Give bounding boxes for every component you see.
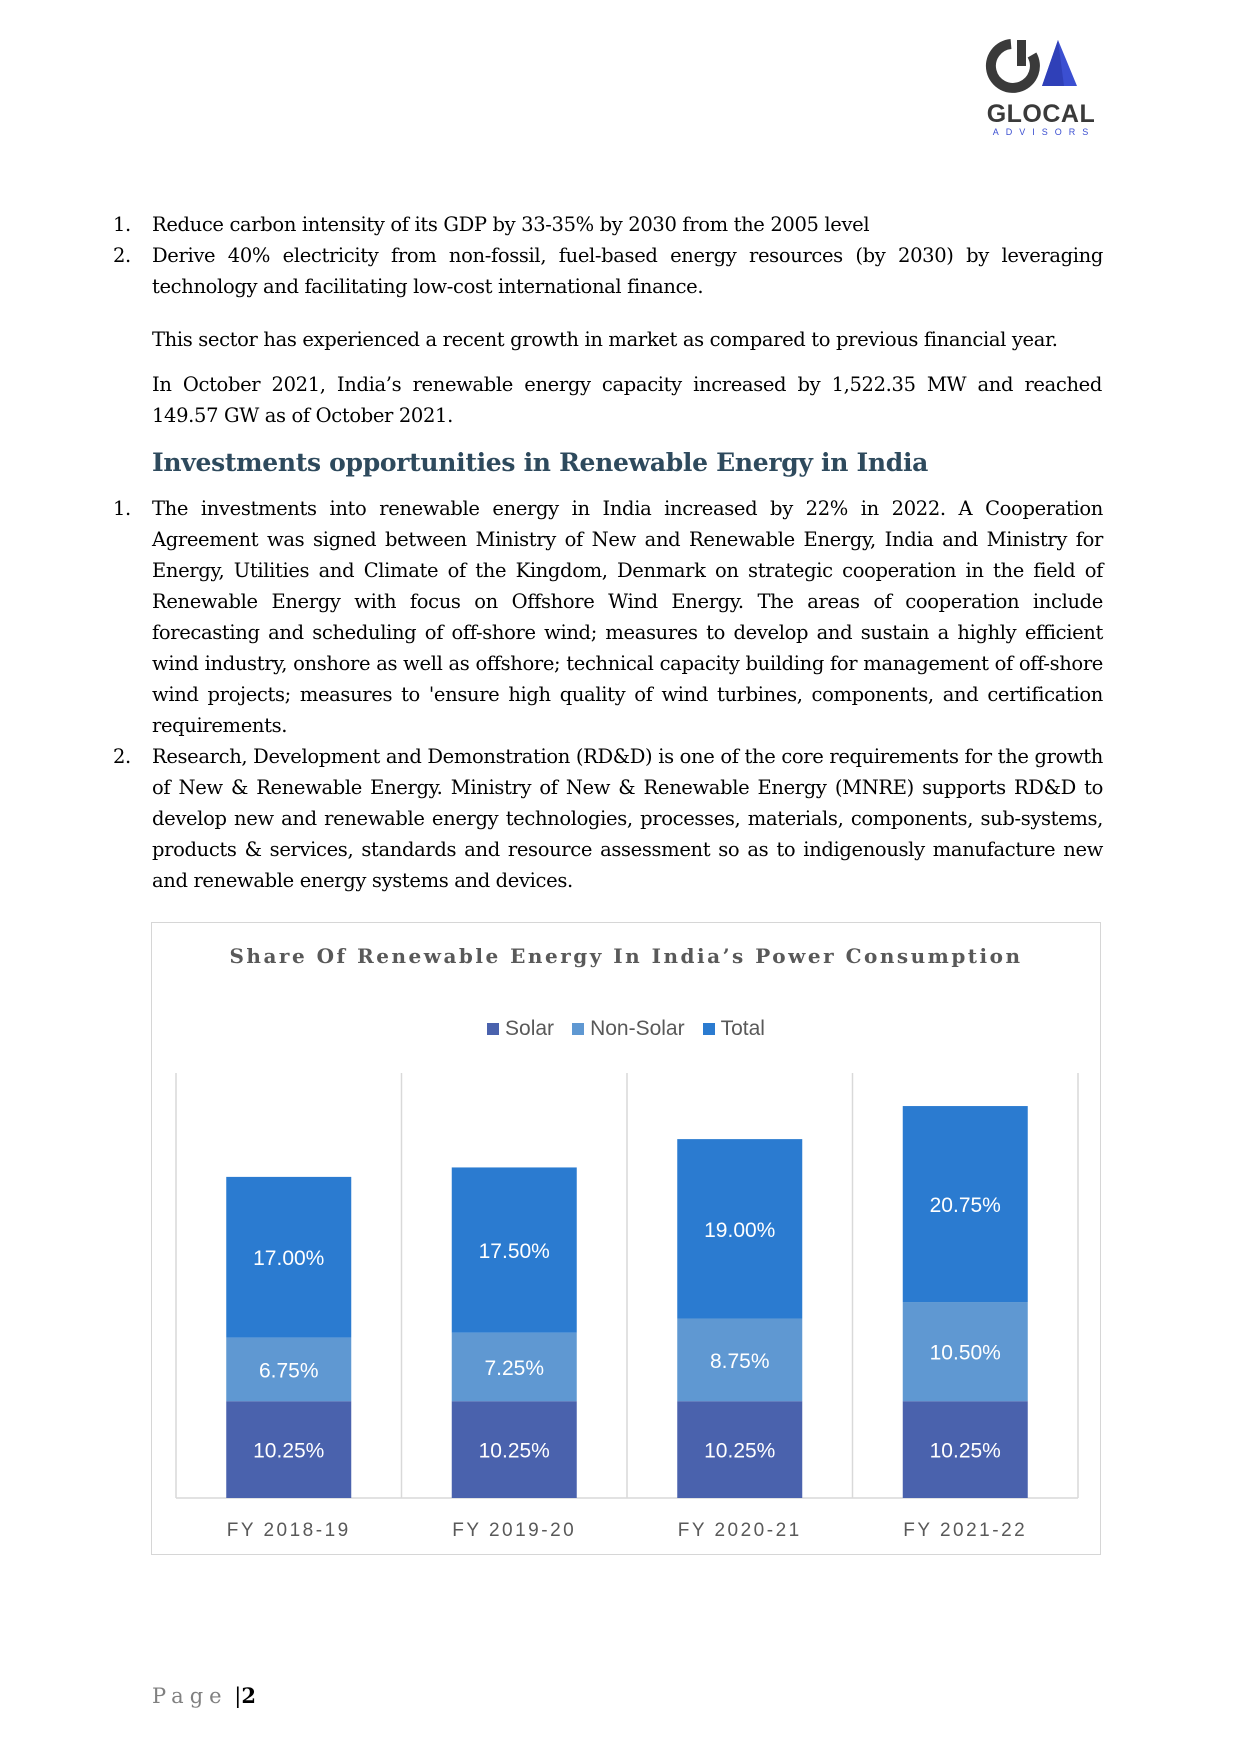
goals-list [113,209,1103,302]
chart-title: Share Of Renewable Energy In India’s Power Consumption [229,944,1023,968]
glocal-advisors-logo [980,38,1102,138]
list-number: 1. [113,213,131,236]
list-item-text: The investments into renewable energy in India increased by 22% in 2022. A Cooperation Agreement was signed between Ministry of New and Renewable Energy, India and Ministry for Energy, Utilities and Climate of the Kingdom, Denmark on strategic cooperation in the field of Renewable Energy with focus on Offshore Wind Energy. The areas of cooperation include forecasting and scheduling of off-shore wind; measures to develop and sustain a highly efficient wind industry, onshore as well as offshore; technical capacity building for management of off-shore wind projects; measures to 'ensure high quality of wind turbines, components, and certification requirements. [152,497,1103,737]
list-number: 2. [113,244,131,267]
data-label: 6.75% [258,1359,319,1383]
renewable-share-chart [151,922,1101,1555]
data-label: 17.50% [478,1240,550,1264]
data-label: 10.25% [929,1439,1001,1463]
page-word: Page [152,1684,228,1708]
logo-wordmark: GLOCAL [986,100,1096,128]
list-number: 2. [113,745,131,768]
page-footer [152,1683,256,1708]
data-label: 10.25% [253,1439,325,1463]
legend-label: Solar [505,1017,555,1040]
data-label: 7.25% [484,1356,545,1380]
list-item [113,493,1103,741]
x-tick-label: FY 2021-22 [903,1520,1028,1541]
x-tick-label: FY 2020-21 [677,1520,802,1541]
data-label: 8.75% [709,1349,770,1373]
data-label: 17.00% [253,1247,325,1271]
list-item-text: Derive 40% electricity from non-fossil, fuel-based energy resources (by 2030) by leveraging technology and facilitating low-cost international finance. [152,244,1103,298]
data-label: 10.25% [478,1439,550,1463]
list-item [113,741,1103,896]
chart-plot [152,923,1102,1556]
list-number: 1. [113,497,131,520]
paragraph-growth: This sector has experienced a recent growth in market as compared to previous financial year. [152,328,1058,351]
x-tick-label: FY 2018-19 [226,1520,351,1541]
page-number: 2 [241,1683,256,1708]
paragraph-capacity: In October 2021, India’s renewable energy capacity increased by 1,522.35 MW and reached 149.57 GW as of October 2021. [152,373,1102,427]
data-label: 20.75% [929,1194,1001,1218]
logo-mark-icon [980,38,1102,100]
section-heading: Investments opportunities in Renewable Energy in India [152,448,929,477]
data-label: 19.00% [704,1218,776,1242]
list-item [113,209,1103,240]
legend-label: Total [720,1017,765,1040]
x-tick-label: FY 2019-20 [452,1520,577,1541]
legend-label: Non-Solar [590,1017,685,1040]
logo-subtitle: ADVISORS [992,127,1096,137]
data-label: 10.25% [704,1439,776,1463]
list-item-text: Reduce carbon intensity of its GDP by 33-35% by 2030 from the 2005 level [152,213,870,236]
investments-list [113,493,1103,896]
list-item [113,240,1103,302]
data-label: 10.50% [929,1341,1001,1365]
page-separator: | [234,1684,242,1708]
list-item-text: Research, Development and Demonstration (RD&D) is one of the core requirements for the growth of New & Renewable Energy. Ministry of New & Renewable Energy (MNRE) supports RD&D to develop new and renewable energy technologies, processes, materials, components, sub-systems, products & services, standards and resource assessment so as to indigenously manufacture new and renewable energy systems and devices. [152,745,1103,892]
